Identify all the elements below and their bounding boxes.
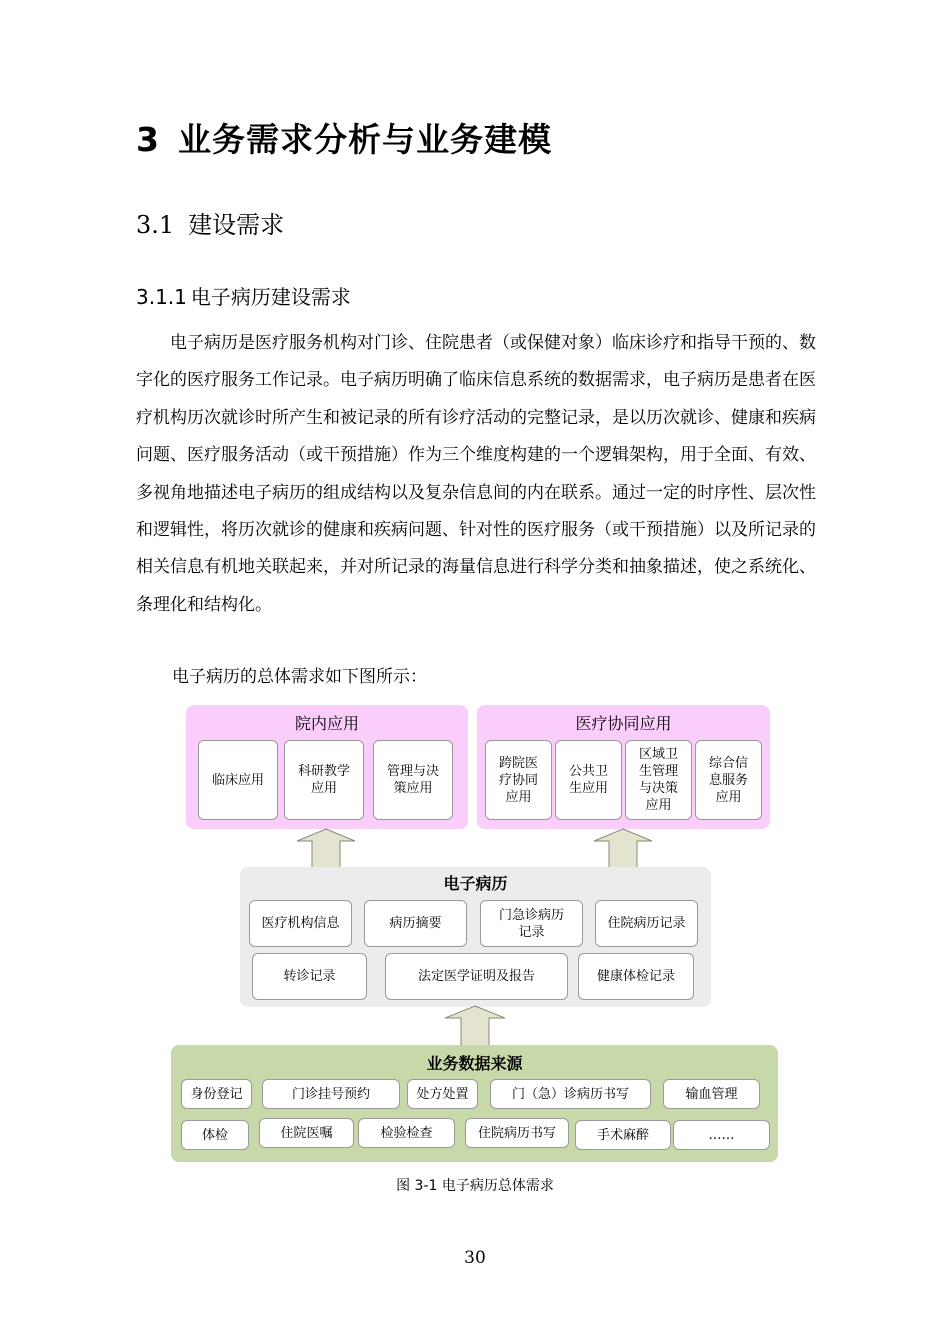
emr-record-box: 病历摘要 [364,900,467,947]
figure-intro: 电子病历的总体需求如下图所示： [172,667,427,687]
collab-app-box: 综合信息服务应用 [695,740,762,820]
collab-app-box: 跨院医疗协同应用 [485,740,552,820]
section-number: 3.1 [136,211,175,239]
chapter-heading [136,114,552,161]
hospital-app-box: 临床应用 [198,740,278,820]
source-box: 住院医嘱 [259,1118,354,1148]
hospital-app-box: 科研教学应用 [284,740,364,820]
emr-record-box: 医疗机构信息 [249,900,352,947]
chapter-number: 3 [136,120,160,159]
paragraph-text: 电子病历是医疗服务机构对门诊、住院患者（或保健对象）临床诊疗和指导干预的、数字化的医疗服务工作记录。电子病历明确了临床信息系统的数据需求，电子病历是患者在医疗机构历次就诊时所产生和被记录的所有诊疗活动的完整记录，是以历次就诊、健康和疾病问题、医疗服务活动（或干预措施）作为三个维度构建的一个逻辑架构，用于全面、有效、多视角地描述电子病历的组成结构以及复杂信息间的内在联系。通过一定的时序性、层次性和逻辑性，将历次就诊的健康和疾病问题、针对性的医疗服务（或干预措施）以及所记录的相关信息有机地关联起来，并对所记录的海量信息进行科学分类和抽象描述，使之系统化、条理化和结构化。 [136,333,816,615]
emr-record-box: 法定医学证明及报告 [385,953,568,1000]
figure-caption: 图 3-1 电子病历总体需求 [396,1178,554,1194]
subsection-title: 电子病历建设需求 [190,285,351,309]
source-box: 门诊挂号预约 [262,1079,400,1109]
section-title: 建设需求 [188,211,285,239]
page-number: 30 [464,1248,486,1268]
emr-record-box: 门急诊病历记录 [480,900,583,947]
emr-title: 电子病历 [443,874,508,893]
emr-record-box: 健康体检记录 [578,953,694,1000]
source-box: 住院病历书写 [465,1118,569,1148]
source-box: 输血管理 [663,1079,760,1109]
source-box: 检验检查 [358,1118,455,1148]
body-paragraph [136,325,816,624]
source-box: 手术麻醉 [575,1120,671,1150]
chapter-title: 业务需求分析与业务建模 [177,120,552,159]
emr-record-box: 转诊记录 [252,953,367,1000]
subsection-number: 3.1.1 [136,285,187,309]
source-box: …… [673,1120,770,1150]
emr-record-box: 住院病历记录 [595,900,698,947]
collab-apps-title: 医疗协同应用 [575,714,672,733]
collab-app-box: 区域卫生管理与决策应用 [625,740,692,820]
hospital-apps-title: 院内应用 [294,714,359,733]
source-box: 身份登记 [181,1079,252,1109]
up-arrow [444,1005,506,1048]
source-box: 体检 [181,1120,249,1150]
collab-app-box: 公共卫生应用 [555,740,622,820]
up-arrow [296,828,356,870]
source-box: 门（急）诊病历书写 [490,1079,651,1109]
source-box: 处方处置 [407,1079,478,1109]
section-heading [136,205,284,240]
up-arrow [593,828,653,870]
hospital-app-box: 管理与决策应用 [373,740,453,820]
data-sources-title: 业务数据来源 [426,1054,523,1073]
subsection-heading [136,281,351,310]
